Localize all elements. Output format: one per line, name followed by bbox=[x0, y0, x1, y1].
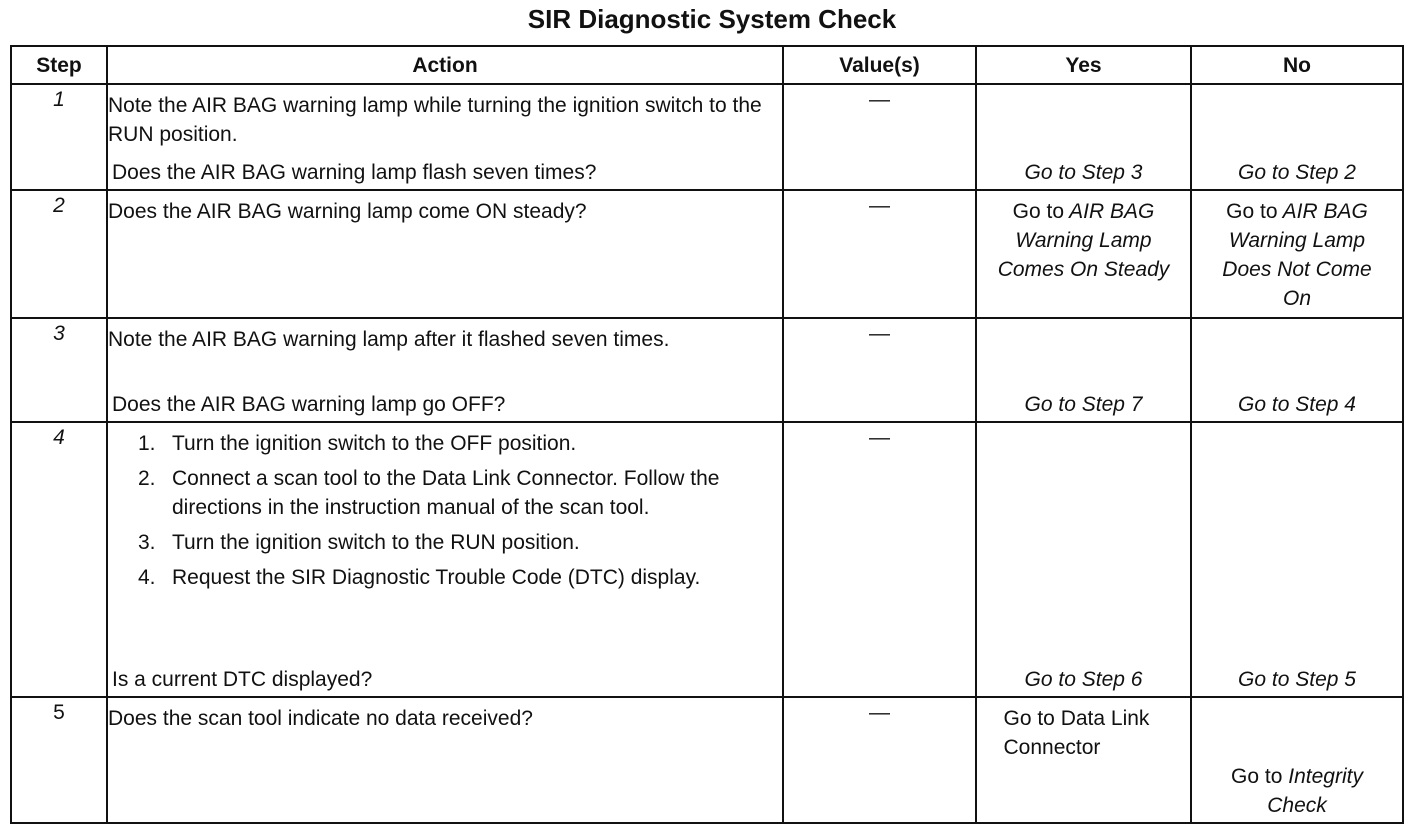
no-link[interactable]: Go to Step 4 bbox=[1238, 393, 1356, 416]
step-number: 3 bbox=[11, 318, 107, 422]
table-row bbox=[11, 422, 1403, 697]
yes-cell bbox=[976, 697, 1191, 823]
step-number: 1 bbox=[11, 84, 107, 190]
substep-text: Connect a scan tool to the Data Link Connector. Follow the directions in the instruction manual of the scan tool. bbox=[172, 467, 720, 519]
yes-cell bbox=[976, 318, 1191, 422]
substep-number: 3. bbox=[138, 531, 156, 554]
action-text: Note the AIR BAG warning lamp after it flashed seven times. bbox=[108, 328, 670, 351]
yes-target: AIR BAG Warning Lamp Comes On Steady bbox=[997, 200, 1170, 281]
no-link[interactable]: Go to Step 5 bbox=[1238, 668, 1356, 691]
table-row bbox=[11, 84, 1403, 190]
yes-link[interactable]: Go to Step 3 bbox=[1024, 161, 1143, 184]
value-cell: — bbox=[783, 318, 976, 422]
action-cell bbox=[107, 318, 783, 422]
no-cell bbox=[1191, 190, 1403, 318]
question-text: Does the scan tool indicate no data received? bbox=[108, 707, 533, 730]
no-link[interactable] bbox=[1207, 197, 1387, 313]
header-no: No bbox=[1191, 46, 1403, 84]
header-action: Action bbox=[107, 46, 783, 84]
value-cell: — bbox=[783, 697, 976, 823]
no-link[interactable] bbox=[1192, 762, 1402, 820]
action-cell bbox=[107, 697, 783, 823]
substep-text: Turn the ignition switch to the RUN position. bbox=[172, 531, 580, 554]
question-text: Does the AIR BAG warning lamp go OFF? bbox=[112, 393, 506, 416]
action-cell bbox=[107, 422, 783, 697]
list-item bbox=[108, 563, 782, 592]
list-item bbox=[108, 528, 782, 557]
step-number: 4 bbox=[11, 422, 107, 697]
substep-number: 1. bbox=[138, 432, 156, 455]
value-cell: — bbox=[783, 190, 976, 318]
no-cell bbox=[1191, 422, 1403, 697]
question-text: Does the AIR BAG warning lamp come ON steady? bbox=[108, 200, 587, 223]
header-yes: Yes bbox=[976, 46, 1191, 84]
yes-cell bbox=[976, 190, 1191, 318]
value-cell: — bbox=[783, 84, 976, 190]
yes-cell bbox=[976, 84, 1191, 190]
value-cell: — bbox=[783, 422, 976, 697]
action-cell bbox=[107, 84, 783, 190]
go-to-prefix: Go to bbox=[1226, 200, 1278, 223]
substep-text: Turn the ignition switch to the OFF position. bbox=[172, 432, 577, 455]
yes-link[interactable]: Go to Data Link Connector bbox=[1003, 707, 1150, 759]
substep-list bbox=[108, 423, 782, 592]
substep-text: Request the SIR Diagnostic Trouble Code (DTC) display. bbox=[172, 566, 701, 589]
no-target: Integrity Check bbox=[1267, 765, 1363, 817]
table-row bbox=[11, 697, 1403, 823]
action-cell bbox=[107, 190, 783, 318]
yes-cell bbox=[976, 422, 1191, 697]
table-row bbox=[11, 190, 1403, 318]
step-number: 2 bbox=[11, 190, 107, 318]
header-step: Step bbox=[11, 46, 107, 84]
no-link[interactable]: Go to Step 2 bbox=[1238, 161, 1356, 184]
no-cell bbox=[1191, 84, 1403, 190]
page-title: SIR Diagnostic System Check bbox=[527, 4, 897, 34]
action-text: Note the AIR BAG warning lamp while turning the ignition switch to the RUN position. bbox=[108, 94, 762, 146]
diagnostic-table bbox=[10, 45, 1404, 824]
header-values: Value(s) bbox=[783, 46, 976, 84]
header-row bbox=[11, 46, 1403, 84]
list-item bbox=[108, 464, 782, 522]
table-row bbox=[11, 318, 1403, 422]
yes-link[interactable]: Go to Step 6 bbox=[1024, 668, 1143, 691]
go-to-prefix: Go to bbox=[1012, 200, 1065, 223]
step-number: 5 bbox=[11, 697, 107, 823]
yes-link[interactable]: Go to Step 7 bbox=[1024, 393, 1143, 416]
no-target: AIR BAG Warning Lamp Does Not Come On bbox=[1222, 200, 1372, 310]
substep-number: 4. bbox=[138, 566, 156, 589]
no-cell bbox=[1191, 697, 1403, 823]
list-item bbox=[108, 429, 782, 458]
no-cell bbox=[1191, 318, 1403, 422]
yes-link[interactable] bbox=[989, 197, 1179, 284]
question-text: Is a current DTC displayed? bbox=[112, 668, 373, 691]
substep-number: 2. bbox=[138, 467, 156, 490]
question-text: Does the AIR BAG warning lamp flash seven times? bbox=[112, 161, 597, 184]
go-to-prefix: Go to bbox=[1231, 765, 1283, 788]
